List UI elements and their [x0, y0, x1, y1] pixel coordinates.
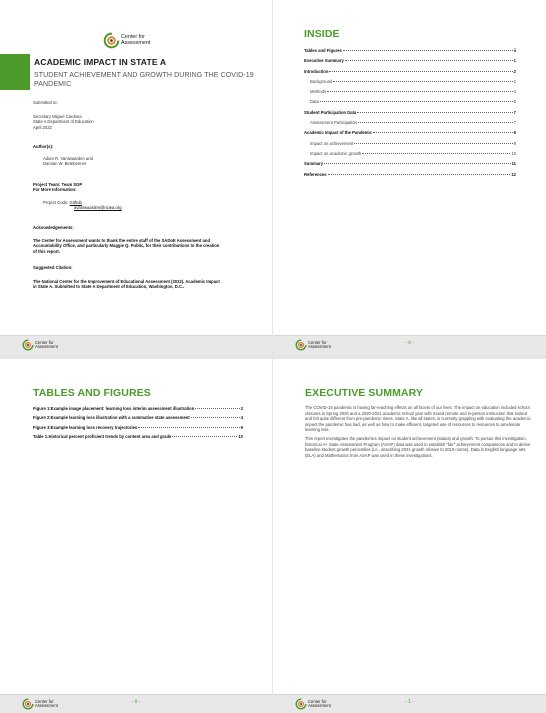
submitted-line: Secretary Miguel Cardona	[33, 114, 82, 119]
logo-line1: Center for	[308, 698, 327, 704]
toc-entry-page: ii	[513, 48, 516, 53]
page-footer	[273, 335, 546, 354]
figure-entry-label: Figure 3:Example learning loss recovery trajectories	[33, 424, 138, 430]
toc-entry-page: 9	[513, 130, 516, 136]
figure-leader-dots	[195, 408, 239, 409]
figure-entry-label: Figure 2:Example learning loss illustration with a summative state assessment	[33, 415, 190, 421]
toc-entry-page: 2	[513, 68, 516, 74]
toc-entry-label: Data	[310, 99, 319, 105]
toc-entry[interactable]	[304, 120, 516, 130]
toc-leader-dots	[354, 143, 512, 144]
citation-label: Suggested Citation:	[33, 265, 73, 270]
page-number: - ii -	[131, 699, 141, 705]
footer-logo	[22, 339, 58, 351]
logo-mark-icon	[103, 32, 120, 49]
toc-entry[interactable]	[304, 161, 516, 171]
author-line: Damian W. Betebenner	[43, 161, 87, 167]
toc-entry-label: References	[304, 171, 327, 177]
toc-leader-dots	[324, 163, 510, 164]
toc-entry-label: Introduction	[304, 68, 329, 74]
toc-entry[interactable]	[304, 141, 516, 151]
authors-label: Author(s):	[33, 144, 54, 149]
citation-text: The National Center for the Improvement of Educational Assessment (2022). Academic Impact in State A. Submitted to State A Department of Education, Washington, D.C..	[33, 279, 220, 290]
toc-leader-dots	[343, 50, 513, 51]
toc-leader-dots	[333, 81, 512, 82]
toc-leader-dots	[357, 112, 512, 113]
figure-entry[interactable]	[33, 434, 243, 443]
page-footer	[0, 335, 272, 354]
title-accent-bar	[0, 54, 30, 90]
toc-entry[interactable]	[304, 151, 516, 161]
toc-entry-label: Student Participation Data	[304, 109, 357, 115]
toc-entry-label: Background	[310, 78, 333, 84]
project-code-label: Project Code:	[43, 200, 69, 205]
email-link[interactable]: avaniwaarden@nciea.org	[74, 205, 122, 211]
toc-entry-label: Summary	[304, 161, 324, 167]
executive-heading: EXECUTIVE SUMMARY	[305, 387, 423, 399]
toc-entry-page: 5	[513, 99, 516, 105]
toc-entry-page: 7	[513, 109, 516, 115]
logo-line1: Center for	[35, 698, 54, 704]
page-number: - 1 -	[405, 699, 414, 705]
toc-list	[304, 48, 516, 182]
figure-entry-label: Table 1:Historical percent proficient trends by content area and grade	[33, 434, 172, 440]
toc-leader-dots	[320, 101, 513, 102]
project-code	[43, 200, 122, 211]
ack-label: Acknowledgements:	[33, 225, 74, 230]
toc-leader-dots	[345, 60, 513, 61]
toc-entry-label: Methods	[310, 89, 327, 95]
figure-entry[interactable]	[33, 406, 243, 415]
page-number: - ii -	[405, 340, 414, 346]
tables-figures-heading: TABLES AND FIGURES	[33, 387, 151, 399]
project-team	[33, 182, 82, 193]
toc-entry-label: Impact on achievement	[310, 140, 354, 146]
toc-entry[interactable]	[304, 99, 516, 109]
toc-leader-dots	[328, 174, 511, 175]
submitted-line: State A Department of Education	[33, 119, 94, 125]
ack-text: The Center for Assessment wants to thank the entire staff of the SADoE Assessment and Accountability Office, and particularly Maggie Q. Public, for their contributions to the creation of this report.	[33, 238, 220, 254]
toc-entry-page: 11	[511, 161, 516, 167]
toc-entry[interactable]	[304, 130, 516, 140]
author-line: Adam R. VanIwaarden and	[43, 156, 93, 161]
figure-entry-page: 10	[238, 434, 243, 440]
page-footer	[273, 694, 546, 713]
toc-leader-dots	[329, 71, 512, 72]
figure-entry-label: Figure 1:Example image placement: learning loss interim assessment illustration	[33, 406, 195, 411]
toc-entry[interactable]	[304, 58, 516, 68]
logo-mark-icon	[22, 339, 34, 351]
submitted-line: April 2022	[33, 124, 52, 130]
logo-line1: Center for	[35, 339, 54, 345]
toc-entry-page: 1	[513, 58, 516, 64]
logo-line2: Assessment	[308, 703, 331, 708]
toc-entry-label: Tables and Figures	[304, 48, 342, 53]
toc-leader-dots	[362, 153, 510, 154]
cover-page	[0, 0, 272, 354]
figure-entry-page: 9	[240, 424, 243, 430]
toc-entry-page: 2	[513, 78, 516, 84]
center-for-assessment-logo	[103, 32, 150, 49]
executive-paragraph: This report investigates the pandemics impact on student achievement (status) and growth. To pursue this investigation, historical A+ State Assessment Program (ASAP) data was used to establish "fair" achievement comparisons and to derive baseline student growth percentiles (i.e., describing 2021 growth relative to 2019 norms). Data in English language arts (ELA) and Mathematics from ASAP was used in these investigations.	[305, 436, 531, 458]
toc-entry-page: 7	[513, 120, 516, 126]
report-title: ACADEMIC IMPACT IN STATE A	[34, 57, 167, 67]
toc-leader-dots	[358, 122, 513, 123]
figure-leader-dots	[191, 417, 240, 418]
logo-line2: Assessment	[35, 344, 58, 349]
executive-body	[305, 405, 535, 462]
authors-block	[43, 156, 93, 167]
logo-line2: Assessment	[35, 703, 58, 708]
figure-entry-page: 4	[240, 415, 243, 421]
logo-line1: Center for	[121, 33, 145, 40]
toc-leader-dots	[327, 91, 513, 92]
toc-entry-page: 12	[511, 171, 516, 177]
logo-line1: Center for	[308, 339, 327, 345]
toc-entry-page: 9	[513, 140, 516, 146]
submitted-label: Submitted to:	[33, 100, 58, 105]
toc-entry[interactable]	[304, 172, 516, 182]
toc-entry[interactable]	[304, 48, 516, 58]
toc-leader-dots	[373, 132, 513, 133]
toc-entry-label: Academic Impact of the Pandemic	[304, 130, 372, 136]
report-subtitle: STUDENT ACHIEVEMENT AND GROWTH DURING THE COVID-19 PANDEMIC	[34, 72, 254, 89]
figures-list	[33, 406, 243, 444]
toc-heading: INSIDE	[304, 28, 340, 40]
figure-entry[interactable]	[33, 415, 243, 424]
more-info-label: For More Information:	[33, 187, 77, 193]
toc-entry[interactable]	[304, 89, 516, 99]
executive-paragraph: The COVID-19 pandemic is having far-reaching effects on all facets of our lives. The impact on education included school closures in Spring 2020 and a 2020-2021 academic school year with mixed remote and in-person instruction that looked and felt quite different from pre-pandemic times. State A, like all states, is currently grappling with evaluating the academic impact the pandemic has had, as well as how to make efficient, targeted use of resources to resources to ameliorate learning loss.	[305, 405, 531, 432]
figure-entry-page: 3	[240, 406, 243, 411]
toc-entry-page: 10	[511, 150, 516, 156]
submitted-block	[33, 114, 94, 130]
toc-entry-label: Assessment Participation	[310, 120, 358, 126]
figure-entry[interactable]	[33, 425, 243, 434]
logo-line2: Assessment	[121, 39, 151, 46]
team-line: Project Team: Team SGP	[33, 182, 83, 187]
toc-entry[interactable]	[304, 110, 516, 120]
toc-entry-page: 4	[513, 89, 516, 95]
toc-page	[273, 0, 546, 354]
github-link[interactable]: Github	[69, 200, 82, 205]
logo-line2: Assessment	[308, 344, 331, 349]
toc-entry[interactable]	[304, 79, 516, 89]
toc-entry-label: Impact on academic growth	[310, 150, 362, 156]
toc-entry[interactable]	[304, 69, 516, 79]
figure-leader-dots	[138, 427, 239, 428]
toc-entry-label: Executive Summary	[304, 58, 344, 64]
page-footer	[0, 694, 272, 713]
figure-leader-dots	[172, 436, 237, 437]
